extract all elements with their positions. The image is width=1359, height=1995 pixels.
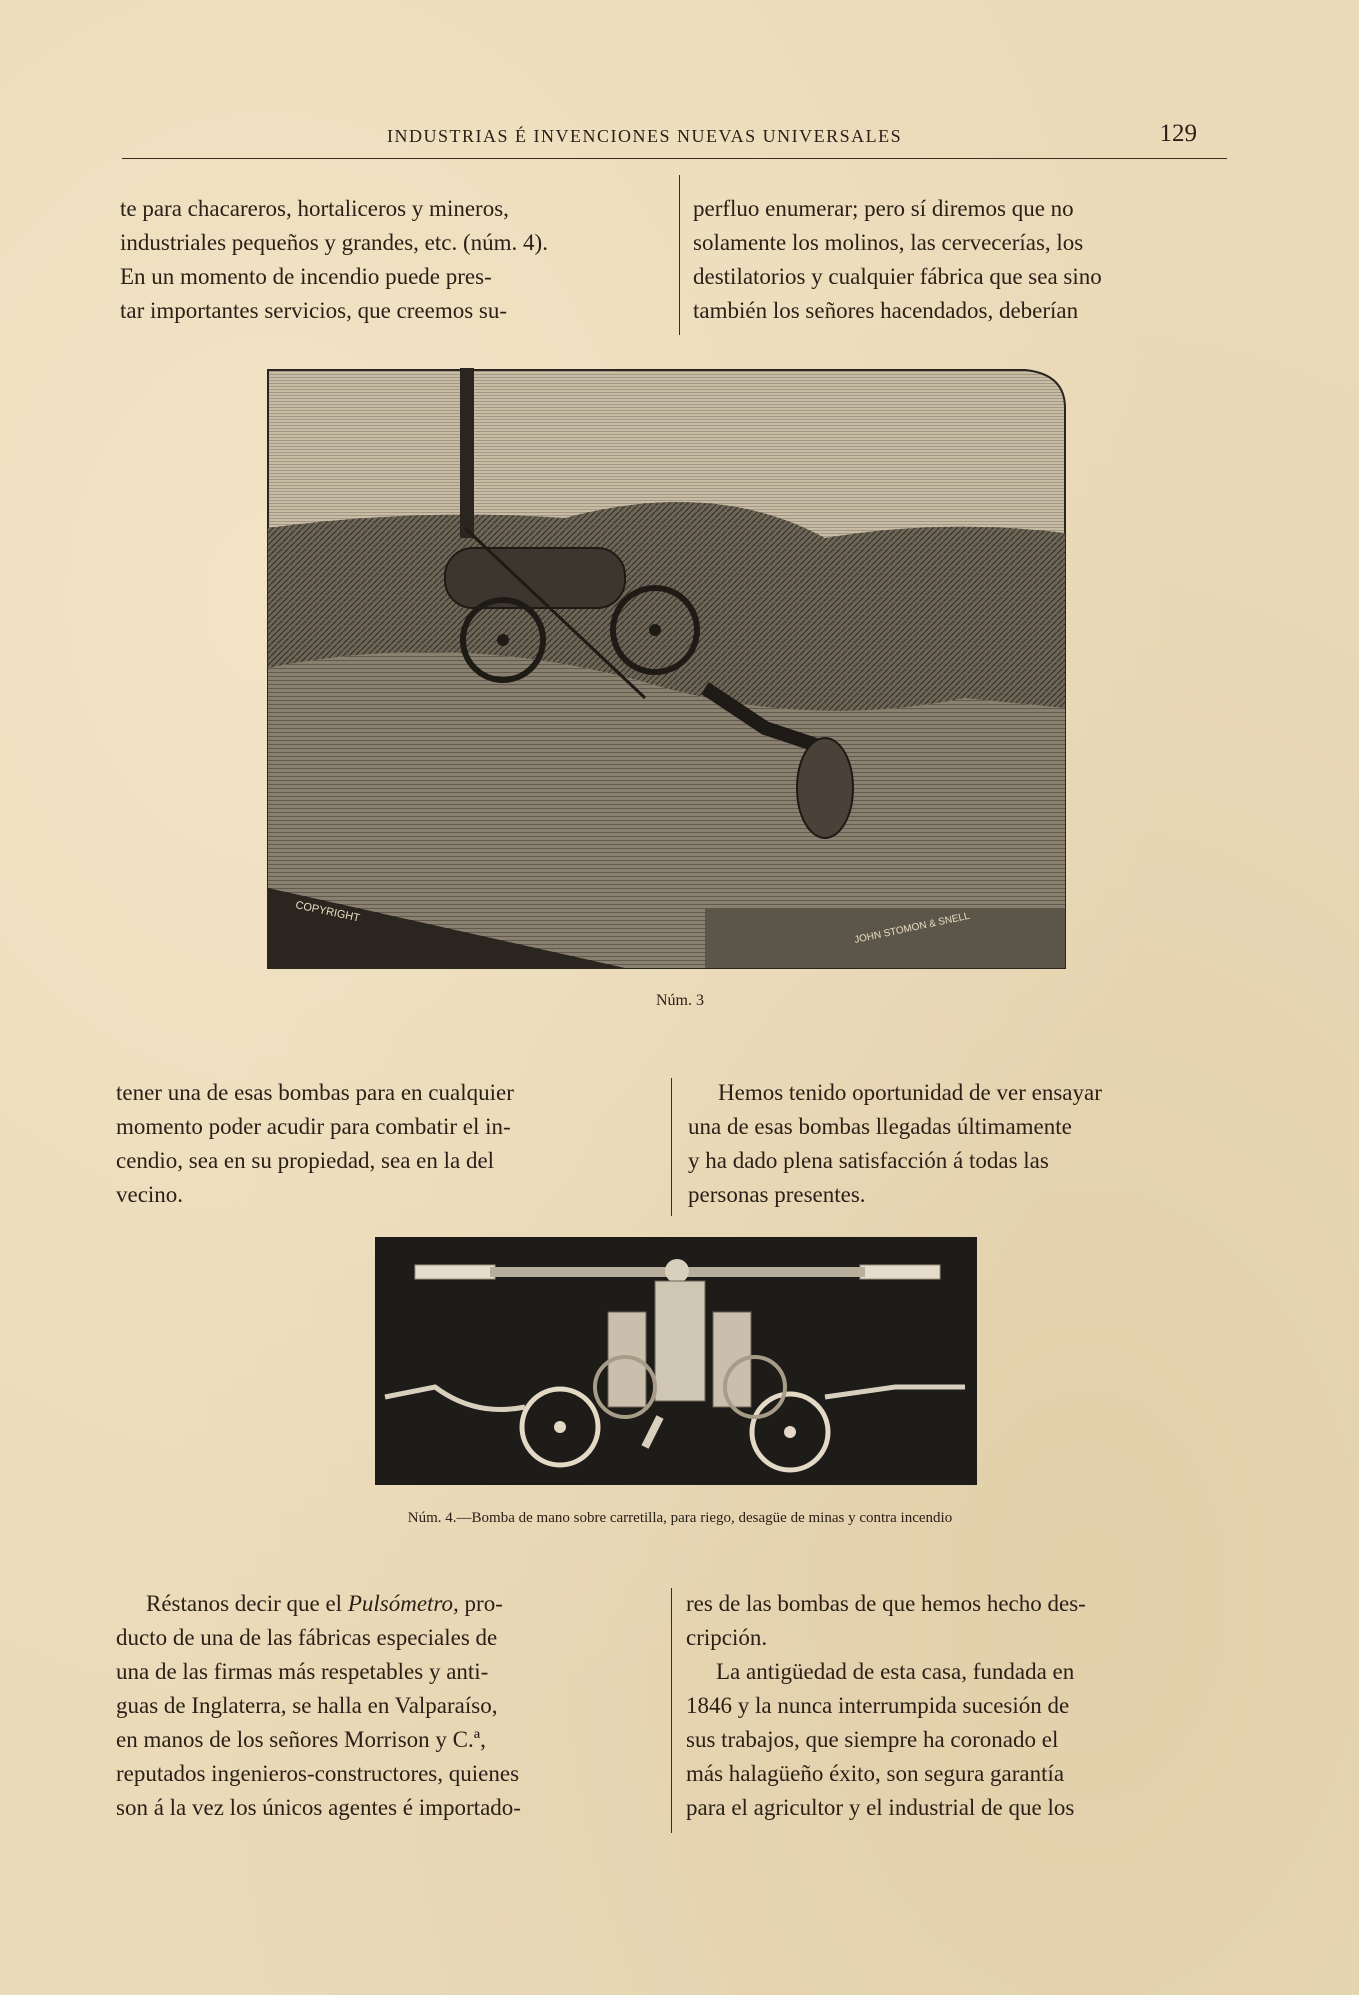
text-line: para el agricultor y el industrial de que los [686,1795,1075,1820]
text-line: res de las bombas de que hemos hecho des- [686,1591,1086,1616]
running-header [122,118,1227,159]
text-line: vecino. [116,1182,184,1207]
text-line: también los señores hacendados, deberían [693,298,1079,323]
figure-3-engraving [265,368,1070,978]
bottom-right-column [686,1587,1226,1825]
figure-3-caption: Núm. 3 [656,992,704,1009]
text-line: En un momento de incendio puede pres- [120,264,492,289]
text-line: perfluo enumerar; pero sí diremos que no [693,196,1074,221]
text-line: destilatorios y cualquier fábrica que sea sino [693,264,1102,289]
figure-4-caption: Núm. 4.—Bomba de mano sobre carretilla, para riego, desagüe de minas y contra incendio [407,1510,953,1526]
text-line: personas presentes. [688,1182,866,1207]
top-left-column [120,192,655,328]
text-line: momento poder acudir para combatir el in- [116,1114,511,1139]
text-line: en manos de los señores Morrison y C.ª, [116,1727,486,1752]
text-line: son á la vez los únicos agentes é importado- [116,1795,521,1820]
text-fragment: Réstanos decir que el [146,1591,348,1616]
page-number: 129 [1159,120,1197,147]
text-line: una de las firmas más respetables y anti- [116,1659,489,1684]
text-line: cripción. [686,1625,768,1650]
column-rule [671,1078,672,1216]
text-line: una de esas bombas llegadas últimamente [688,1114,1072,1139]
text-line: Hemos tenido oportunidad de ver ensayar [718,1080,1102,1105]
text-line: tar importantes servicios, que creemos su- [120,298,508,323]
text-line: sus trabajos, que siempre ha coronado el [686,1727,1059,1752]
column-rule [671,1588,672,1833]
text-line: reputados ingenieros-constructores, quienes [116,1761,520,1786]
text-line: solamente los molinos, las cervecerías, los [693,230,1084,255]
column-rule [679,175,680,335]
text-line: te para chacareros, hortaliceros y mineros, [120,196,509,221]
bottom-left-column [116,1587,656,1825]
engraving-copyright-mark: COPYRIGHT [294,899,361,925]
product-name-italic: Pulsómetro, [347,1591,459,1616]
text-line-with-italic [116,1587,656,1621]
engraving-signature-mark: JOHN STOMON & SNELL [853,910,971,946]
text-line: tener una de esas bombas para en cualquier [116,1080,514,1105]
text-line: y ha dado plena satisfacción á todas las [688,1148,1049,1173]
top-right-column [693,192,1230,328]
middle-left-column [116,1076,656,1212]
text-line: más halagüeño éxito, son segura garantía [686,1761,1065,1786]
figure-4-pump-illustration [375,1237,977,1485]
text-line: cendio, sea en su propiedad, sea en la del [116,1148,495,1173]
pump-illustration [375,1237,977,1485]
engraving-illustration [265,368,1070,978]
header-title: INDUSTRIAS É INVENCIONES NUEVAS UNIVERSALES [387,126,903,146]
text-line: ducto de una de las fábricas especiales de [116,1625,498,1650]
text-fragment: pro- [458,1591,503,1616]
text-line: 1846 y la nunca interrumpida sucesión de [686,1693,1070,1718]
middle-right-column [688,1076,1228,1212]
text-line: guas de Inglaterra, se halla en Valparaíso, [116,1693,498,1718]
text-line: industriales pequeños y grandes, etc. (núm. 4). [120,230,548,255]
text-line: La antigüedad de esta casa, fundada en [716,1659,1075,1684]
